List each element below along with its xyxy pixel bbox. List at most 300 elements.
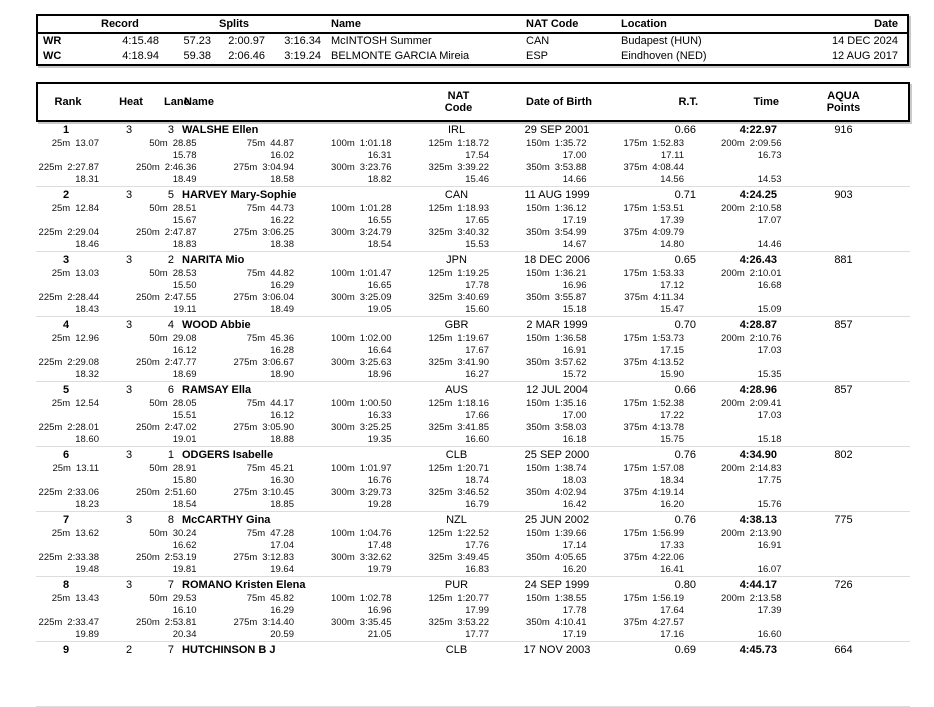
- split-time: [36, 292, 99, 304]
- lap-time: 19.48: [75, 564, 99, 575]
- split-distance: 150m: [526, 528, 550, 539]
- split-distance: 150m: [526, 268, 550, 279]
- split-distance: 225m: [38, 552, 63, 563]
- lap-time: 17.19: [562, 629, 587, 640]
- date-of-birth: 24 SEP 1999: [524, 579, 590, 591]
- final-time: 4:34.90: [739, 449, 777, 461]
- athlete-result-block: [36, 252, 910, 317]
- lap-time: 18.49: [270, 304, 294, 315]
- split-distance: 250m: [136, 487, 160, 498]
- lap-time: 18.54: [172, 499, 197, 510]
- split-distance: 250m: [136, 357, 160, 368]
- record-tag: WC: [43, 50, 62, 62]
- split-distance: 200m: [721, 398, 745, 409]
- split-value: 4:22.06: [652, 552, 684, 563]
- split-distance: 275m: [233, 487, 258, 498]
- split-value: 1:19.67: [457, 333, 489, 344]
- split-distance: 150m: [526, 398, 550, 409]
- split-distance: 175m: [623, 528, 648, 539]
- split-value: 12.84: [75, 203, 99, 214]
- split-time: [489, 292, 587, 304]
- split-time: [587, 617, 685, 629]
- lap-time: 19.01: [172, 434, 197, 445]
- split-distance: 100m: [331, 138, 355, 149]
- lap-time: 16.96: [562, 280, 587, 291]
- lap-time: 20.59: [270, 629, 294, 640]
- split-distance: 375m: [623, 227, 648, 238]
- split-time: [684, 333, 782, 345]
- split-value: 1:39.66: [554, 528, 587, 539]
- split-time: [294, 617, 392, 629]
- results-header-lane: Lane: [164, 96, 190, 108]
- split-value: 2:47.87: [164, 227, 197, 238]
- split-time: [36, 528, 99, 540]
- heat: 3: [125, 449, 133, 461]
- lap-time: 17.03: [757, 345, 782, 356]
- split-time: [489, 487, 587, 499]
- split-value: 3:23.76: [359, 162, 392, 173]
- split-value: 2:53.19: [164, 552, 197, 563]
- lap-time: 16.55: [367, 215, 392, 226]
- split-time: [392, 333, 490, 345]
- final-time: 4:26.43: [739, 254, 777, 266]
- lap-time: 14.67: [562, 239, 587, 250]
- split-distance: 300m: [331, 162, 355, 173]
- results-header-time: Time: [753, 96, 779, 108]
- split-distance: 75m: [246, 528, 266, 539]
- split-value: 4:13.52: [652, 357, 684, 368]
- date-of-birth: 17 NOV 2003: [523, 644, 591, 656]
- lap-time: 16.41: [660, 564, 684, 575]
- split-time: [489, 357, 587, 369]
- split-value: 3:05.90: [262, 422, 294, 433]
- split-value: 3:14.40: [262, 617, 294, 628]
- lap-time: 18.83: [172, 239, 197, 250]
- split-time: [99, 617, 197, 629]
- split-distance: 275m: [233, 292, 258, 303]
- split-distance: 350m: [526, 357, 550, 368]
- split-time: [99, 528, 197, 540]
- split-value: 2:28.01: [67, 422, 99, 433]
- split-distance: 275m: [233, 422, 258, 433]
- split-value: 1:35.16: [554, 398, 587, 409]
- splits-row-2: [36, 162, 910, 174]
- splits-row-1: [36, 658, 910, 670]
- lap-time: 16.42: [562, 499, 587, 510]
- split-time: [294, 227, 392, 239]
- lap-time: 17.78: [465, 280, 489, 291]
- split-value: 3:57.62: [554, 357, 587, 368]
- split-distance: 100m: [331, 398, 355, 409]
- lap-time: 17.00: [562, 410, 587, 421]
- lap-time: 17.00: [562, 150, 587, 161]
- lap-time: 18.54: [367, 239, 392, 250]
- split-distance: 50m: [149, 463, 168, 474]
- record-split-300: 3:16.34: [284, 35, 321, 47]
- split-time: [489, 617, 587, 629]
- lap-time: 16.28: [270, 345, 294, 356]
- lap-time: 16.91: [757, 540, 782, 551]
- split-time: [36, 422, 99, 434]
- split-value: 3:06.04: [262, 292, 294, 303]
- reaction-time: 0.80: [674, 579, 696, 591]
- lap-time: 17.16: [660, 629, 684, 640]
- split-time: [392, 528, 490, 540]
- split-distance: 225m: [38, 617, 63, 628]
- record-time: 4:18.94: [122, 50, 159, 62]
- athlete-name: ROMANO Kristen Elena: [182, 579, 306, 591]
- nat-code: JPN: [446, 254, 467, 266]
- athlete-main-row: [36, 577, 910, 593]
- lane: 3: [167, 124, 174, 136]
- lap-time: 15.90: [660, 369, 684, 380]
- lap-time: 18.88: [270, 434, 294, 445]
- split-value: 29.08: [172, 333, 197, 344]
- split-time: [684, 528, 782, 540]
- lap-time: 15.80: [172, 475, 197, 486]
- aqua-points: 881: [834, 254, 853, 266]
- record-tag: WR: [43, 35, 62, 47]
- split-value: 1:22.52: [457, 528, 489, 539]
- split-distance: 25m: [51, 593, 71, 604]
- splits-row-2: [36, 487, 910, 499]
- split-value: 29.53: [172, 593, 197, 604]
- split-time: [587, 422, 685, 434]
- lap-time: 16.20: [660, 499, 684, 510]
- split-distance: 200m: [721, 333, 745, 344]
- split-time: [99, 398, 197, 410]
- lap-row-1: [36, 410, 910, 422]
- split-time: [197, 138, 295, 150]
- lap-time: 17.03: [757, 410, 782, 421]
- lap-time: 15.18: [562, 304, 587, 315]
- splits-row-2: [36, 227, 910, 239]
- split-time: [99, 162, 197, 174]
- athlete-main-row: [36, 187, 910, 203]
- split-distance: 75m: [246, 203, 266, 214]
- nat-code: NZL: [446, 514, 467, 526]
- split-value: 1:35.72: [554, 138, 587, 149]
- split-value: 3:55.87: [554, 292, 587, 303]
- split-value: 2:10.58: [749, 203, 782, 214]
- split-time: [197, 333, 295, 345]
- split-time: [489, 203, 587, 215]
- split-time: [489, 268, 587, 280]
- split-value: 3:24.79: [359, 227, 392, 238]
- lap-time: 17.48: [367, 540, 392, 551]
- split-distance: 300m: [331, 227, 355, 238]
- split-distance: 25m: [51, 528, 71, 539]
- split-value: 3:58.03: [554, 422, 587, 433]
- split-distance: 250m: [136, 227, 160, 238]
- lap-time: 15.47: [660, 304, 684, 315]
- lap-time: 18.85: [270, 499, 294, 510]
- records-header-date: Date: [874, 17, 898, 30]
- lap-time: 17.64: [660, 605, 684, 616]
- split-value: 12.96: [75, 333, 99, 344]
- lap-time: 15.72: [562, 369, 587, 380]
- split-time: [99, 138, 197, 150]
- rank: 6: [62, 449, 70, 461]
- split-distance: 375m: [623, 162, 648, 173]
- heat: 3: [125, 189, 133, 201]
- results-header-row: [36, 82, 910, 122]
- split-distance: 350m: [526, 162, 550, 173]
- split-time: [392, 227, 490, 239]
- heat: 3: [125, 124, 133, 136]
- split-time: [684, 138, 782, 150]
- split-time: [587, 138, 685, 150]
- split-time: [36, 463, 99, 475]
- split-distance: 50m: [149, 333, 168, 344]
- split-distance: 325m: [428, 552, 453, 563]
- split-value: 1:36.21: [554, 268, 587, 279]
- aqua-points: 802: [834, 449, 853, 461]
- lap-time: 18.43: [75, 304, 99, 315]
- athlete-name: WOOD Abbie: [182, 319, 251, 331]
- split-distance: 275m: [233, 227, 258, 238]
- lap-time: 17.33: [660, 540, 684, 551]
- split-value: 2:28.44: [67, 292, 99, 303]
- split-value: 1:01.18: [359, 138, 392, 149]
- athlete-name: RAMSAY Ella: [182, 384, 252, 396]
- split-value: 44.73: [270, 203, 294, 214]
- lap-time: 16.12: [172, 345, 197, 356]
- split-distance: 125m: [428, 528, 453, 539]
- split-distance: 375m: [624, 292, 648, 303]
- lap-time: 16.60: [757, 629, 782, 640]
- split-distance: 350m: [526, 227, 550, 238]
- records-header-location: Location: [621, 17, 667, 30]
- split-distance: 300m: [331, 292, 355, 303]
- lap-time: 16.60: [465, 434, 489, 445]
- lap-row-2: [36, 694, 910, 706]
- split-time: [392, 552, 490, 564]
- record-nat-code: ESP: [526, 50, 549, 62]
- split-distance: 125m: [428, 398, 453, 409]
- lap-time: 19.64: [270, 564, 294, 575]
- split-distance: 50m: [149, 203, 168, 214]
- split-value: 1:56.99: [652, 528, 684, 539]
- split-value: 3:39.22: [457, 162, 489, 173]
- lap-time: 17.78: [562, 605, 587, 616]
- split-distance: 125m: [428, 333, 453, 344]
- lap-time: 18.46: [75, 239, 99, 250]
- athlete-name: ODGERS Isabelle: [182, 449, 274, 461]
- splits-row-1: [36, 268, 910, 280]
- final-time: 4:24.25: [739, 189, 777, 201]
- lap-time: 17.19: [562, 215, 587, 226]
- lap-time: 15.67: [172, 215, 197, 226]
- results-header-nat-code: NAT Code: [444, 90, 473, 114]
- nat-code: AUS: [445, 384, 468, 396]
- split-value: 45.21: [270, 463, 294, 474]
- split-time: [392, 593, 490, 605]
- athlete-name: HUTCHINSON B J: [182, 644, 276, 656]
- splits-row-2: [36, 552, 910, 564]
- athlete-result-block: [36, 512, 910, 577]
- aqua-points: 857: [834, 384, 853, 396]
- split-value: 2:09.56: [749, 138, 782, 149]
- lap-time: 18.69: [172, 369, 197, 380]
- reaction-time: 0.76: [674, 514, 696, 526]
- split-distance: 150m: [526, 593, 550, 604]
- split-time: [36, 617, 99, 629]
- split-time: [392, 617, 490, 629]
- athlete-main-row: [36, 252, 910, 268]
- split-distance: 375m: [623, 617, 648, 628]
- split-time: [197, 422, 295, 434]
- split-distance: 275m: [233, 617, 258, 628]
- split-value: 1:01.47: [359, 268, 392, 279]
- lane: 7: [167, 579, 174, 591]
- athlete-main-row: [36, 447, 910, 463]
- lap-time: 17.15: [660, 345, 684, 356]
- split-value: 3:40.32: [457, 227, 489, 238]
- split-distance: 50m: [149, 268, 168, 279]
- split-distance: 50m: [149, 398, 168, 409]
- split-time: [392, 138, 490, 150]
- final-time: 4:38.13: [739, 514, 777, 526]
- split-time: [99, 292, 197, 304]
- lap-time: 17.12: [660, 280, 684, 291]
- split-time: [294, 292, 392, 304]
- split-time: [197, 292, 295, 304]
- lap-time: 17.39: [757, 605, 782, 616]
- lap-time: 16.29: [270, 605, 294, 616]
- split-value: 1:00.50: [359, 398, 392, 409]
- split-value: 2:09.41: [749, 398, 782, 409]
- lap-time: 16.29: [270, 280, 294, 291]
- results-body: [36, 122, 910, 707]
- split-value: 3:53.88: [554, 162, 587, 173]
- split-time: [392, 422, 490, 434]
- split-distance: 175m: [623, 463, 648, 474]
- splits-row-2: [36, 617, 910, 629]
- split-distance: 375m: [623, 552, 648, 563]
- lap-time: 16.65: [367, 280, 392, 291]
- split-value: 3:32.62: [359, 552, 392, 563]
- record-location: Eindhoven (NED): [621, 50, 707, 62]
- split-time: [294, 552, 392, 564]
- split-value: 44.17: [270, 398, 294, 409]
- split-value: 2:47.02: [164, 422, 197, 433]
- records-header-row: [38, 16, 907, 34]
- split-value: 1:01.28: [359, 203, 392, 214]
- split-distance: 200m: [721, 593, 745, 604]
- lap-time: 17.65: [465, 215, 489, 226]
- date-of-birth: 29 SEP 2001: [524, 124, 590, 136]
- split-time: [197, 268, 295, 280]
- split-value: 1:56.19: [652, 593, 684, 604]
- rank: 4: [62, 319, 70, 331]
- rank: 8: [62, 579, 70, 591]
- split-value: 44.87: [270, 138, 294, 149]
- split-distance: 50m: [149, 528, 168, 539]
- lap-time: 15.51: [172, 410, 197, 421]
- lap-time: 18.60: [75, 434, 99, 445]
- split-time: [197, 357, 295, 369]
- split-value: 28.05: [172, 398, 197, 409]
- split-time: [294, 487, 392, 499]
- split-value: 3:25.09: [359, 292, 392, 303]
- split-distance: 350m: [526, 487, 550, 498]
- split-distance: 375m: [623, 422, 648, 433]
- split-value: 4:27.57: [652, 617, 684, 628]
- split-time: [99, 552, 197, 564]
- lap-time: 18.96: [367, 369, 392, 380]
- split-value: 4:19.14: [652, 487, 684, 498]
- split-distance: 150m: [526, 203, 550, 214]
- split-value: 2:53.81: [164, 617, 197, 628]
- split-value: 1:52.38: [652, 398, 684, 409]
- lap-time: 16.30: [270, 475, 294, 486]
- split-value: 1:02.78: [359, 593, 392, 604]
- aqua-points: 903: [834, 189, 853, 201]
- rank: 5: [62, 384, 70, 396]
- lap-time: 16.07: [757, 564, 782, 575]
- lap-time: 17.39: [660, 215, 684, 226]
- split-value: 1:18.93: [457, 203, 489, 214]
- split-time: [36, 162, 99, 174]
- split-distance: 175m: [623, 138, 648, 149]
- heat: 3: [125, 384, 133, 396]
- records-header-name: Name: [331, 17, 361, 30]
- split-value: 4:09.79: [652, 227, 684, 238]
- split-time: [587, 203, 685, 215]
- split-value: 1:19.25: [457, 268, 489, 279]
- lap-row-1: [36, 605, 910, 617]
- split-time: [294, 138, 392, 150]
- split-value: 2:27.87: [67, 162, 99, 173]
- split-time: [99, 333, 197, 345]
- lap-time: 18.38: [270, 239, 294, 250]
- split-distance: 25m: [51, 333, 71, 344]
- split-value: 1:53.51: [652, 203, 684, 214]
- heat: 3: [125, 254, 133, 266]
- split-value: 30.24: [172, 528, 197, 539]
- split-value: 2:47.77: [164, 357, 197, 368]
- split-distance: 300m: [331, 617, 355, 628]
- final-time: 4:44.17: [739, 579, 777, 591]
- rank: 3: [62, 254, 70, 266]
- split-distance: 275m: [233, 552, 258, 563]
- lap-time: 16.73: [757, 150, 782, 161]
- lane: 2: [167, 254, 174, 266]
- nat-code: GBR: [444, 319, 469, 331]
- split-distance: 100m: [331, 203, 355, 214]
- split-distance: 350m: [526, 292, 550, 303]
- results-header-heat: Heat: [119, 96, 143, 108]
- split-distance: 50m: [149, 138, 168, 149]
- record-row-wc: [38, 49, 907, 64]
- record-date: 12 AUG 2017: [831, 50, 898, 62]
- reaction-time: 0.71: [674, 189, 696, 201]
- split-time: [587, 528, 685, 540]
- lap-time: 19.28: [367, 499, 392, 510]
- split-time: [99, 268, 197, 280]
- split-distance: 200m: [721, 463, 745, 474]
- athlete-name: NARITA Mio: [182, 254, 245, 266]
- split-time: [392, 203, 490, 215]
- split-distance: 325m: [428, 357, 453, 368]
- split-value: 1:36.58: [554, 333, 587, 344]
- split-time: [587, 357, 685, 369]
- lap-row-1: [36, 540, 910, 552]
- lap-time: 17.14: [562, 540, 587, 551]
- split-time: [587, 292, 685, 304]
- split-value: 2:14.83: [749, 463, 782, 474]
